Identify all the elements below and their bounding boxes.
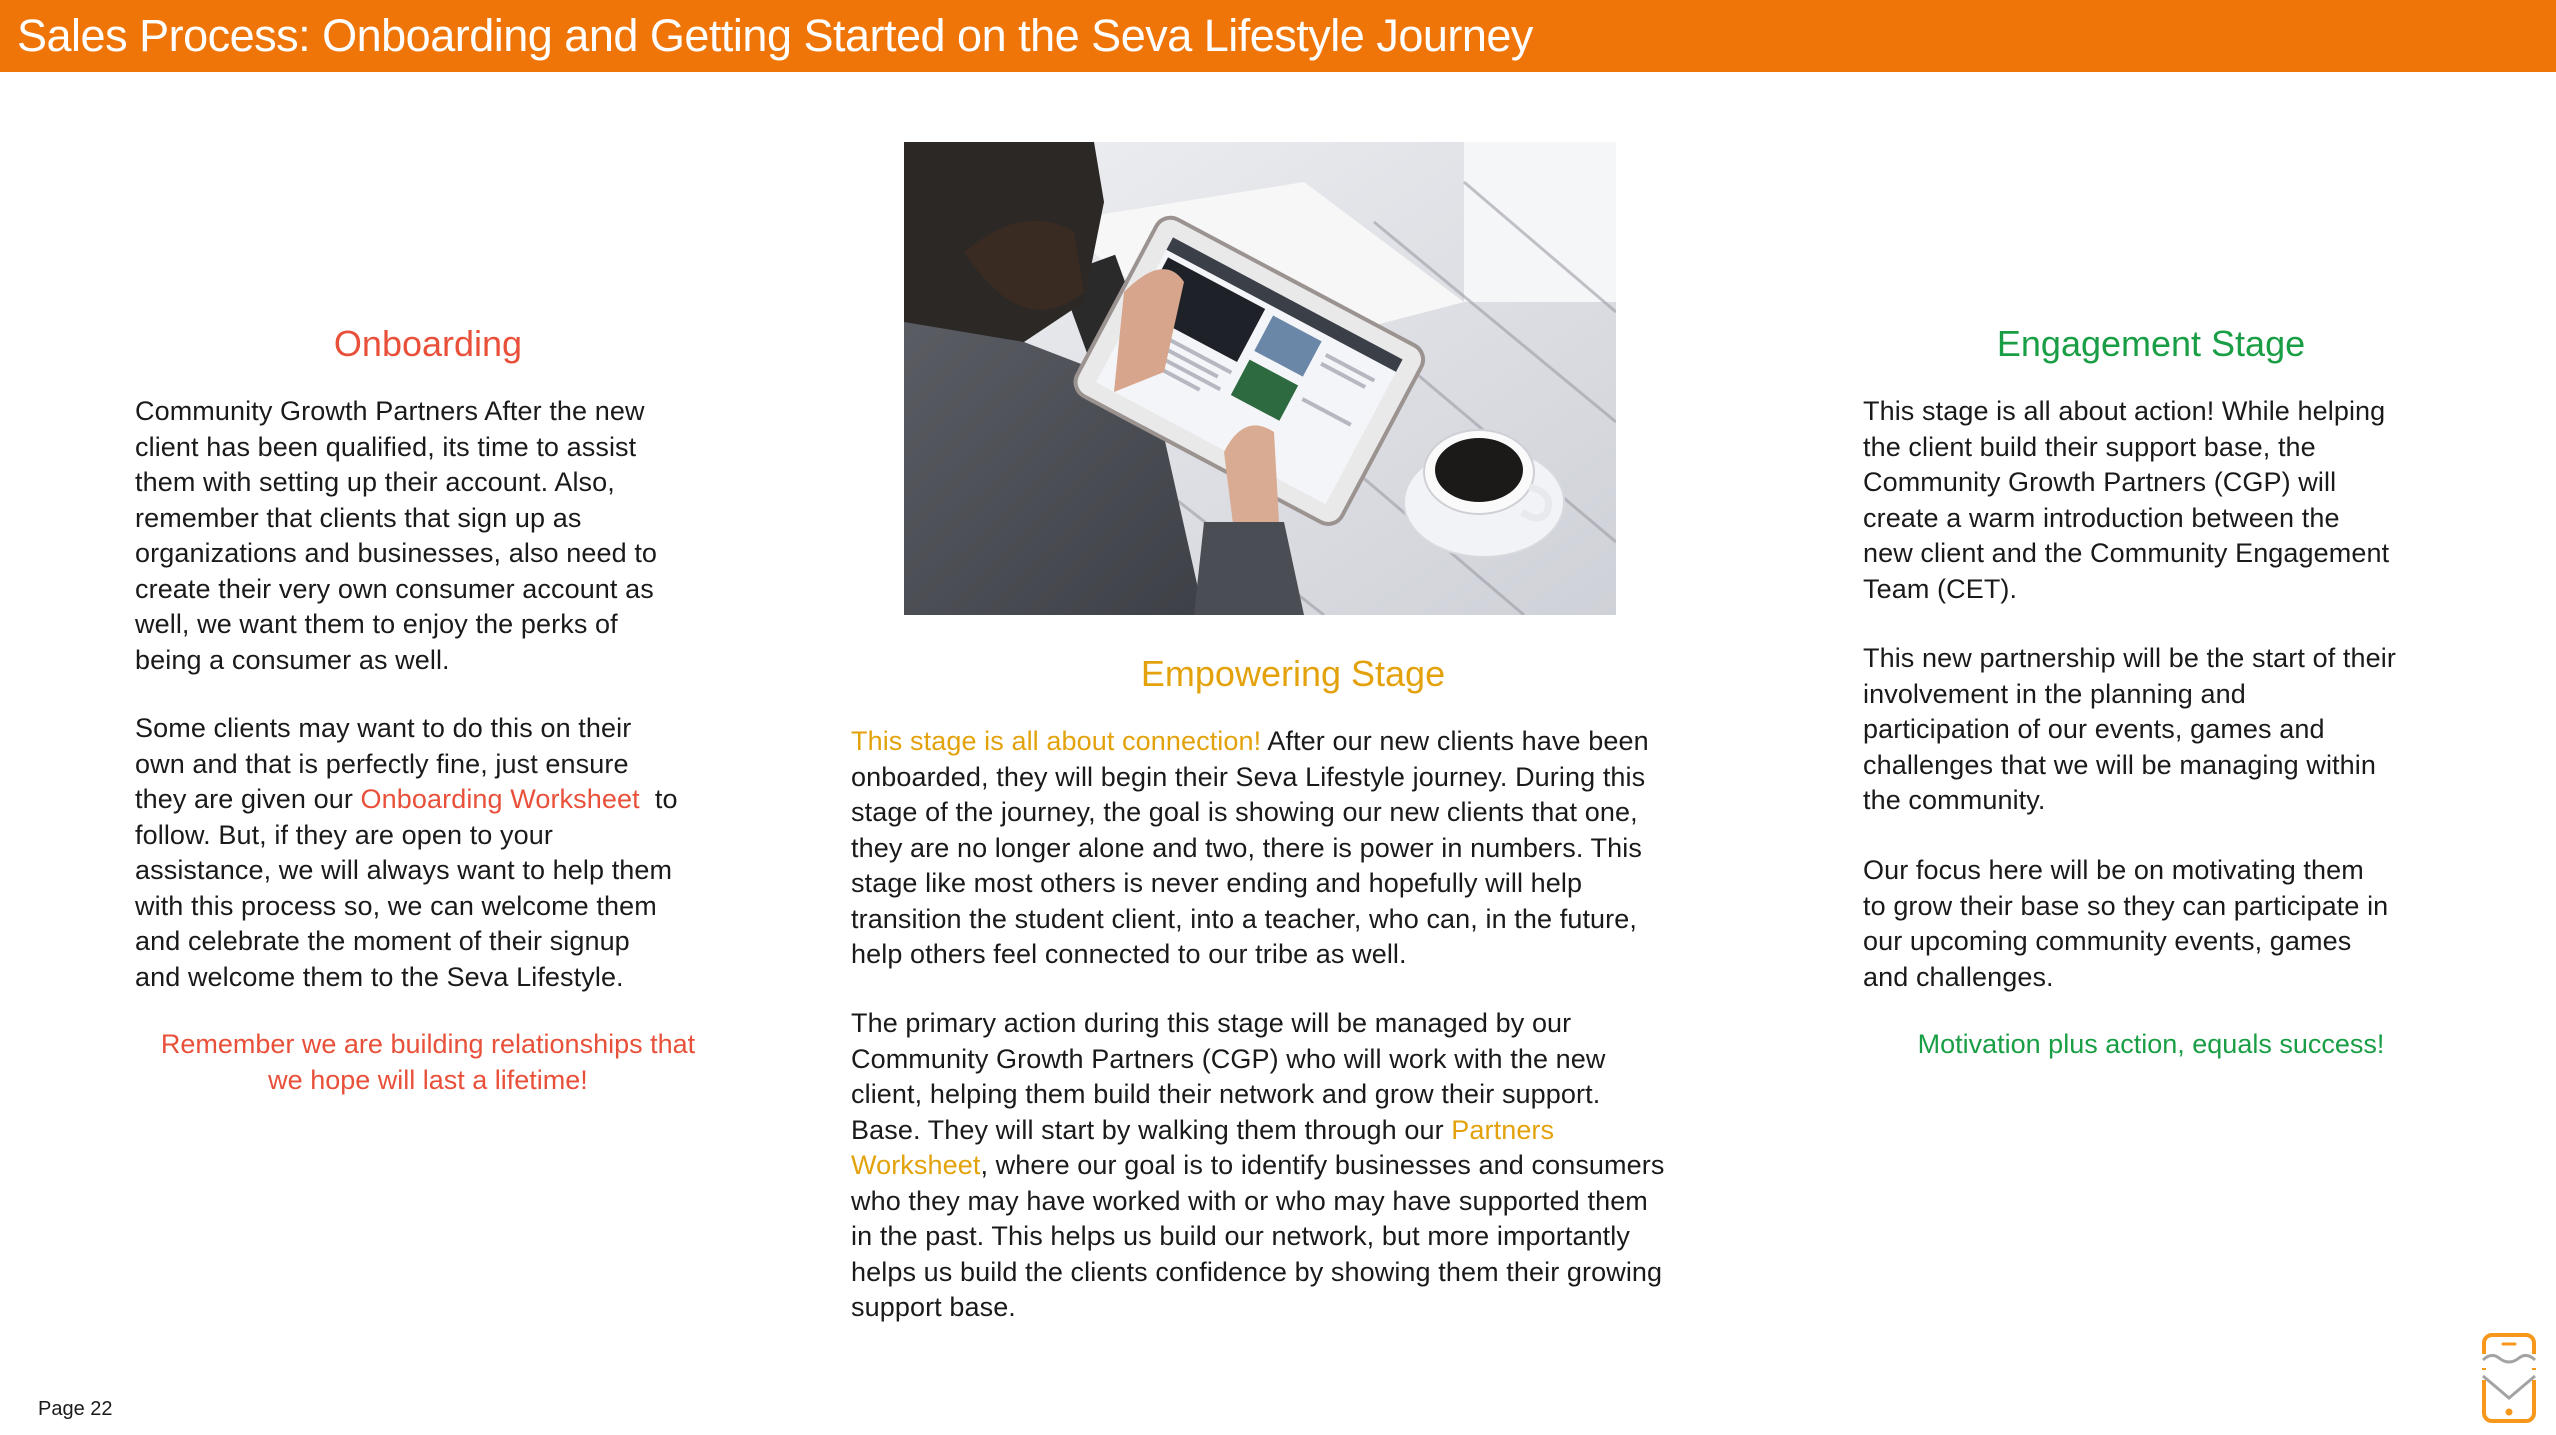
- text-segment: After our new clients have been: [1261, 726, 1649, 756]
- text-line: and welcome them to the Seva Lifestyle.: [135, 961, 624, 992]
- text-line: create a warm introduction between the: [1863, 502, 2340, 533]
- text-line: [851, 724, 1649, 760]
- quote-line: Motivation plus action, equals success!: [1917, 1029, 2385, 1059]
- text-line: transition the student client, into a teacher, who can, in the future,: [851, 903, 1637, 934]
- text-line: Community Growth Partners (CGP) will: [1863, 467, 2337, 497]
- text-line: onboarded, they will begin their Seva Lifestyle journey. During this: [851, 761, 1646, 792]
- text-line: [135, 782, 678, 818]
- text-line: The primary action during this stage will be managed by our: [851, 1008, 1572, 1038]
- text-line: them with setting up their account. Also,: [135, 467, 615, 497]
- text-line: organizations and businesses, also need to: [135, 538, 658, 568]
- text-line: Some clients may want to do this on their: [135, 713, 632, 743]
- text-line: and challenges.: [1863, 961, 2054, 992]
- text-line: involvement in the planning and: [1863, 678, 2246, 709]
- partners-worksheet-link[interactable]: Worksheet: [851, 1150, 981, 1180]
- empowering-paragraph-2: [851, 1006, 1664, 1326]
- text-segment: , where our goal is to identify businesses and consumers: [980, 1150, 1665, 1180]
- text-line: helps us build the clients confidence by showing them their growing: [851, 1256, 1663, 1287]
- text-line: support base.: [851, 1292, 1016, 1322]
- text-line: with this process so, we can welcome them: [135, 890, 657, 921]
- onboarding-quote: [161, 1027, 695, 1098]
- text-line: new client and the Community Engagement: [1863, 538, 2390, 568]
- text-line: [851, 1148, 1664, 1184]
- text-line: well, we want them to enjoy the perks of: [135, 609, 618, 639]
- text-line: own and that is perfectly fine, just ensure: [135, 748, 629, 779]
- text-segment: they are given our: [135, 784, 361, 814]
- header-bar: [0, 0, 2556, 72]
- text-line: Community Growth Partners After the new: [135, 396, 645, 426]
- text-line: follow. But, if they are open to your: [135, 819, 553, 850]
- onboarding-paragraph-1: [135, 394, 657, 678]
- text-line: stage of the journey, the goal is showing our new clients that one,: [851, 797, 1638, 827]
- text-segment: Base. They will start by walking them through our: [851, 1114, 1452, 1145]
- engagement-paragraph-2: [1863, 641, 2396, 819]
- onboarding-heading: Onboarding: [333, 323, 523, 364]
- text-line: in the past. This helps us build our network, but more importantly: [851, 1221, 1630, 1251]
- text-line: client, helping them build their network and grow their support.: [851, 1079, 1601, 1109]
- text-line: to grow their base so they can participate in: [1863, 890, 2389, 921]
- engagement-paragraph-3: [1863, 853, 2388, 995]
- text-line: stage like most others is never ending and hopefully will help: [851, 868, 1583, 898]
- text-segment: to: [639, 784, 678, 814]
- empowering-paragraph-1: [851, 724, 1649, 973]
- text-line: the community.: [1863, 785, 2046, 815]
- text-line: assistance, we will always want to help them: [135, 855, 673, 885]
- text-line: our upcoming community events, games: [1863, 926, 2352, 956]
- connection-highlight: This stage is all about connection!: [851, 726, 1262, 756]
- text-line: This stage is all about action! While helping: [1863, 396, 2386, 426]
- text-line: remember that clients that sign up as: [135, 502, 582, 533]
- engagement-heading: Engagement Stage: [1996, 323, 2306, 364]
- text-line: challenges that we will be managing within: [1863, 749, 2376, 780]
- engagement-paragraph-1: [1863, 394, 2389, 607]
- phone-mail-icon: [2481, 1332, 2537, 1424]
- page-title: Sales Process: Onboarding and Getting Started on the Seva Lifestyle Journey: [17, 10, 1533, 61]
- onboarding-paragraph-2: [135, 711, 678, 995]
- photo-man-tablet-coffee-icon: [904, 142, 1616, 615]
- quote-line: Remember we are building relationships that: [160, 1029, 696, 1059]
- text-line: Our focus here will be on motivating them: [1863, 855, 2364, 885]
- text-line: who they may have worked with or who may have supported them: [851, 1185, 1648, 1216]
- text-line: [851, 1113, 1664, 1149]
- text-line: they are no longer alone and two, there is power in numbers. This: [851, 832, 1642, 863]
- page-number: Page 22: [38, 1398, 113, 1420]
- engagement-quote: [1918, 1027, 2385, 1063]
- text-line: being a consumer as well.: [135, 644, 450, 675]
- text-line: Team (CET).: [1863, 573, 2018, 604]
- text-line: client has been qualified, its time to assist: [135, 431, 637, 462]
- text-line: participation of our events, games and: [1863, 714, 2325, 744]
- onboarding-worksheet-link[interactable]: Onboarding Worksheet: [360, 784, 640, 814]
- text-line: the client build their support base, the: [1863, 431, 2316, 462]
- text-line: This new partnership will be the start of their: [1863, 643, 2396, 673]
- text-line: and celebrate the moment of their signup: [135, 926, 630, 956]
- quote-line: we hope will last a lifetime!: [268, 1064, 588, 1095]
- text-line: help others feel connected to our tribe as well.: [851, 939, 1407, 969]
- partners-worksheet-link[interactable]: Partners: [1451, 1114, 1555, 1145]
- text-line: create their very own consumer account as: [135, 573, 654, 604]
- text-line: Community Growth Partners (CGP) who will work with the new: [851, 1043, 1606, 1074]
- hero-photo: [904, 142, 1616, 615]
- empowering-heading: Empowering Stage: [1140, 653, 1446, 694]
